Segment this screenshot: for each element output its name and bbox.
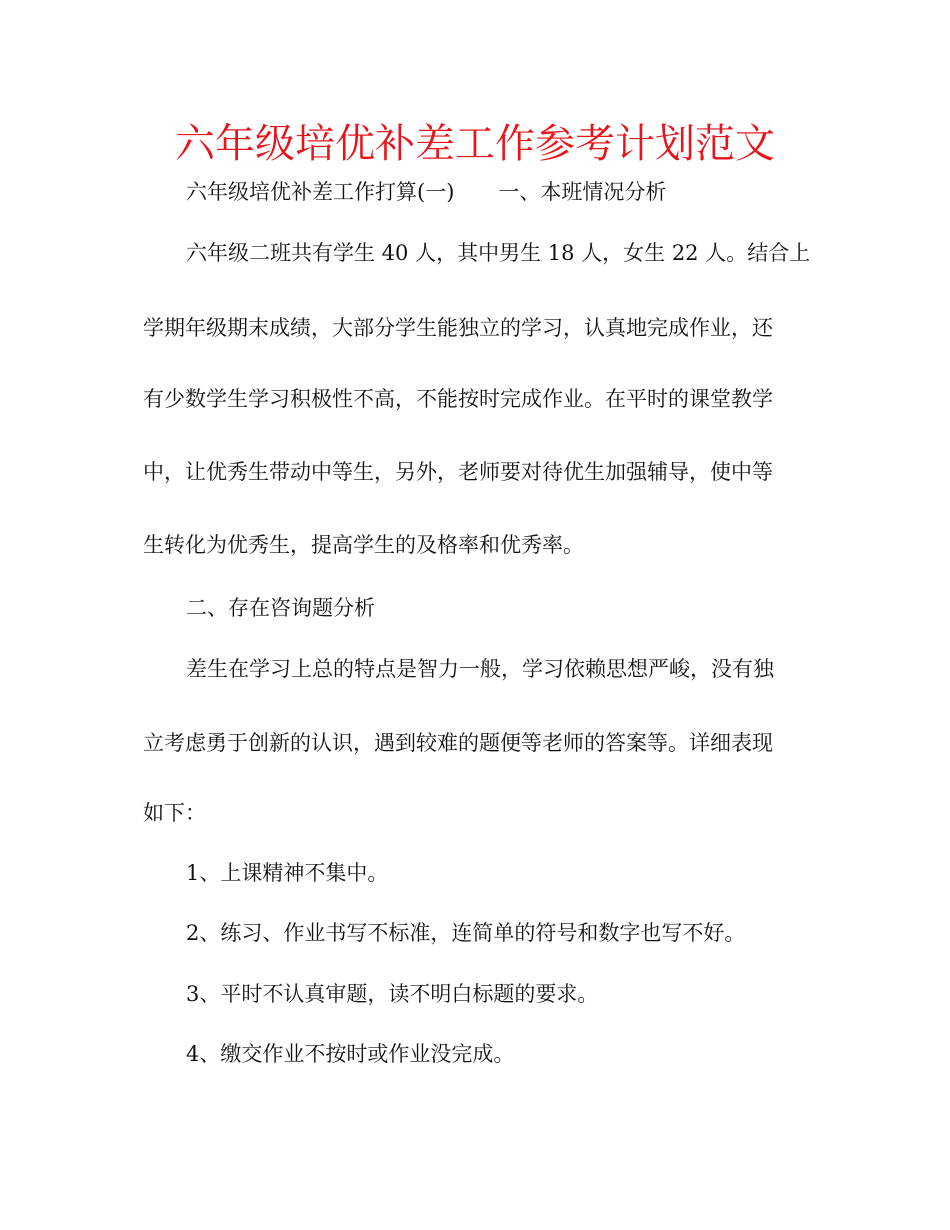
subtitle-left: 六年级培优补差工作打算(一) — [186, 180, 455, 204]
section-heading-2: 二、存在咨询题分析 — [186, 596, 375, 620]
document-title: 六年级培优补差工作参考计划范文 — [175, 121, 775, 167]
paragraph-line: 六年级二班共有学生 40 人，其中男生 18 人，女生 22 人。结合上 — [186, 241, 811, 265]
list-item: 1、上课精神不集中。 — [186, 861, 389, 885]
list-item: 4、缴交作业不按时或作业没完成。 — [186, 1042, 515, 1066]
paragraph-line: 如下： — [143, 801, 206, 825]
paragraph-line: 差生在学习上总的特点是智力一般，学习依赖思想严峻，没有独 — [186, 657, 774, 681]
paragraph-line: 有少数学生学习积极性不高，不能按时完成作业。在平时的课堂教学 — [143, 387, 773, 411]
subtitle-line — [186, 177, 826, 207]
paragraph-line: 立考虑勇于创新的认识，遇到较难的题便等老师的答案等。详细表现 — [143, 731, 773, 755]
list-item: 3、平时不认真审题，读不明白标题的要求。 — [186, 982, 599, 1006]
list-item: 2、练习、作业书写不标准，连简单的符号和数字也写不好。 — [186, 921, 746, 945]
paragraph-line: 中，让优秀生带动中等生，另外，老师要对待优生加强辅导，使中等 — [143, 460, 773, 484]
paragraph-line: 学期年级期末成绩，大部分学生能独立的学习，认真地完成作业，还 — [143, 316, 773, 340]
section-heading-1: 一、本班情况分析 — [498, 180, 667, 204]
paragraph-line: 生转化为优秀生，提高学生的及格率和优秀率。 — [143, 533, 584, 557]
